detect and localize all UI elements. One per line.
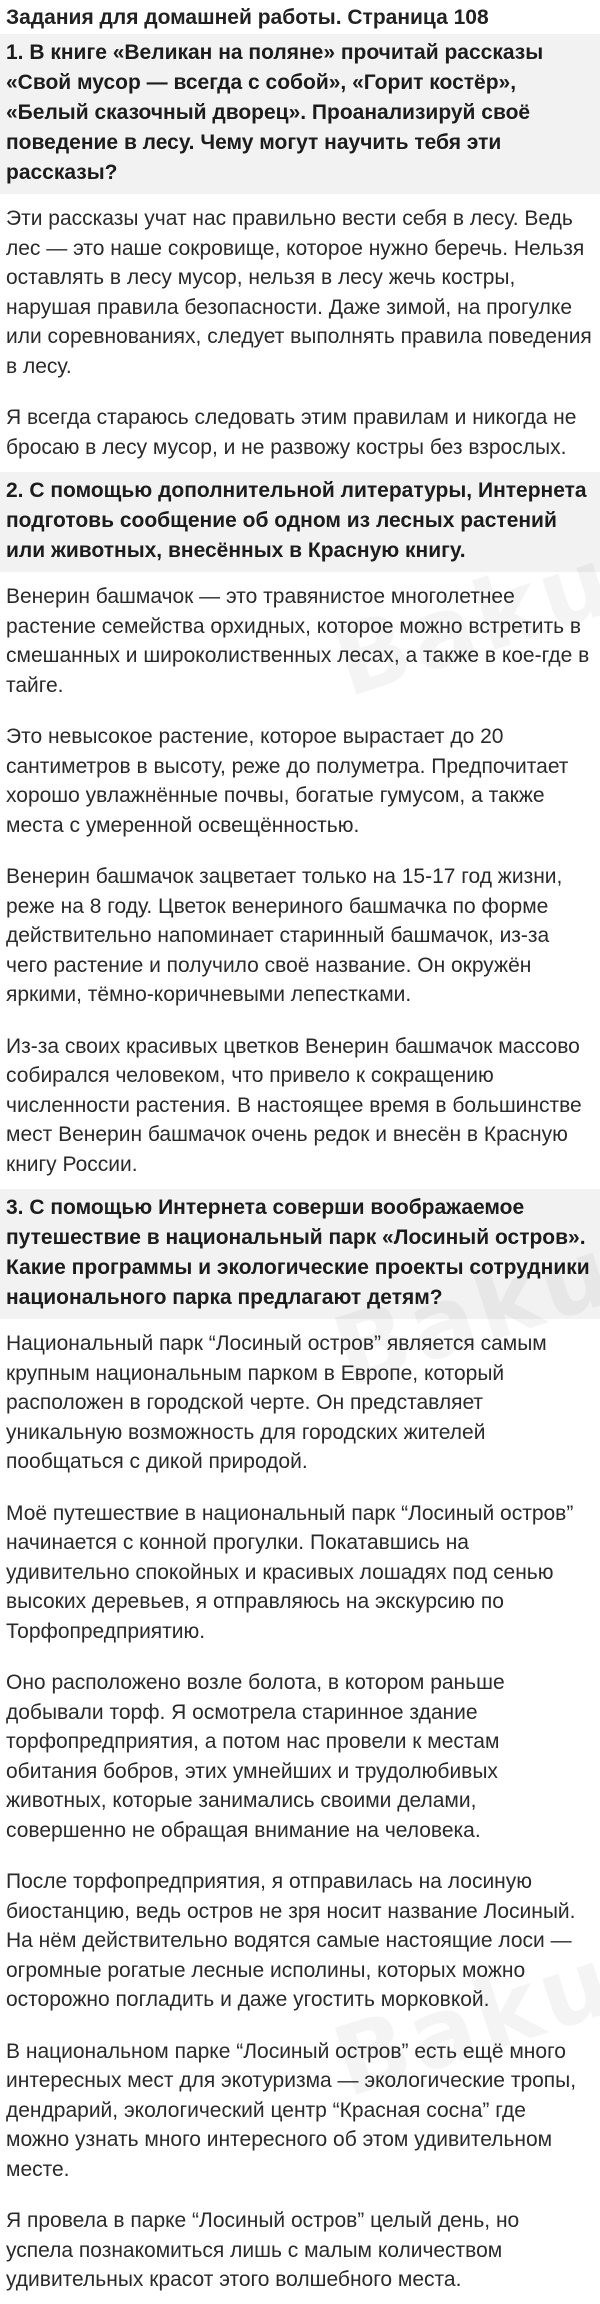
task-2-answer-paragraph-4: Из-за своих красивых цветков Венерин башмачок массово собирался человеком, что привело к сокращению численности растения. В настоящее время в большинстве мест Венерин башмачок очень редок и внесён в Красную книгу России. <box>6 1034 582 1176</box>
task-3-answer-paragraph-1: Национальный парк “Лосиный остров” является самым крупным национальным парком в Европе, который расположен в городской черте. Он представляет уникальную возможность для городских жителей пообщаться с дикой природой. <box>6 1332 547 1473</box>
page-title: Задания для домашней работы. Страница 108 <box>6 6 489 29</box>
task-3 <box>0 1189 600 2295</box>
task-2-question: 2. С помощью дополнительной литературы, Интернета подготовь сообщение об одном из лесных растений или животных, внесённых в Красную книгу. <box>0 472 600 572</box>
task-1-answer-paragraph-1: Эти рассказы учат нас правильно вести себя в лесу. Ведь лес — это наше сокровище, которое нужно беречь. Нельзя оставлять в лесу мусор, нельзя в лесу жечь костры, нарушая правила безопасности. Даже зимой, на прогулке или соревнованиях, следует выполнять правила поведения в лесу. <box>6 207 592 378</box>
task-3-answer-paragraph-3: Оно расположено возле болота, в котором раньше добывали торф. Я осмотрела старинное здание торфопредприятия, а потом нас провели к местам обитания бобров, этих умнейших и трудолюбивых животных, которые занимались своими делами, совершенно не обращая внимание на человека. <box>6 1671 505 1842</box>
task-3-answer-paragraph-6: Я провела в парке “Лосиный остров” целый день, но успела познакомиться лишь с малым количеством удивительных красот этого волшебного места. <box>6 2209 520 2291</box>
task-1-question: 1. В книге «Великан на поляне» прочитай рассказы «Свой мусор — всегда с собой», «Горит костёр», «Белый сказочный дворец». Проанализируй своё поведение в лесу. Чему могут научить тебя эти рассказы? <box>0 34 600 194</box>
task-2 <box>0 472 600 1179</box>
task-2-answer-paragraph-1: Венерин башмачок — это травянистое многолетнее растение семейства орхидных, которое можно встретить в смешанных и широколиственных лесах, а также в кое-где в тайге. <box>6 585 590 697</box>
task-2-answer-paragraph-2: Это невысокое растение, которое вырастает до 20 сантиметров в высоту, реже до полуметра. Предпочитает хорошо увлажнённые почвы, богатые гумусом, а также места с умеренной освещённостью. <box>6 725 569 837</box>
task-1 <box>0 34 600 462</box>
task-1-answer-paragraph-2: Я всегда стараюсь следовать этим правилам и никогда не бросаю в лесу мусор, и не развожу костры без взрослых. <box>6 406 577 459</box>
task-2-answer-paragraph-3: Венерин башмачок зацветает только на 15-17 год жизни, реже на 8 году. Цветок венериного башмачка по форме действительно напоминает старинный башмачок, из-за чего растение и получило своё название. Он окружён яркими, тёмно-коричневыми лепестками. <box>6 865 563 1006</box>
task-3-answer-paragraph-5: В национальном парке “Лосиный остров” есть ещё много интересных мест для экотуризма — экологические тропы, дендрарий, экологический центр “Красная сосна” где можно узнать много интересного об этом удивительном месте. <box>6 2039 577 2181</box>
task-3-question: 3. С помощью Интернета соверши воображаемое путешествие в национальный парк «Лосиный остров». Какие программы и экологические проекты сотрудники национального парка предлагают детям? <box>0 1189 600 1319</box>
task-3-answer-paragraph-4: После торфопредприятия, я отправилась на лосиную биостанцию, ведь остров не зря носит название Лосиный. На нём действительно водятся самые настоящие лоси — огромные рогатые лесные исполины, которых можно осторожно погладить и даже угостить морковкой. <box>6 1870 576 2011</box>
task-3-answer-paragraph-2: Моё путешествие в национальный парк “Лосиный остров” начинается с конной прогулки. Покатавшись на удивительно спокойных и красивых лошадях под сенью высоких деревьев, я отправляюсь на экскурсию по Торфопредприятию. <box>6 1501 574 1643</box>
